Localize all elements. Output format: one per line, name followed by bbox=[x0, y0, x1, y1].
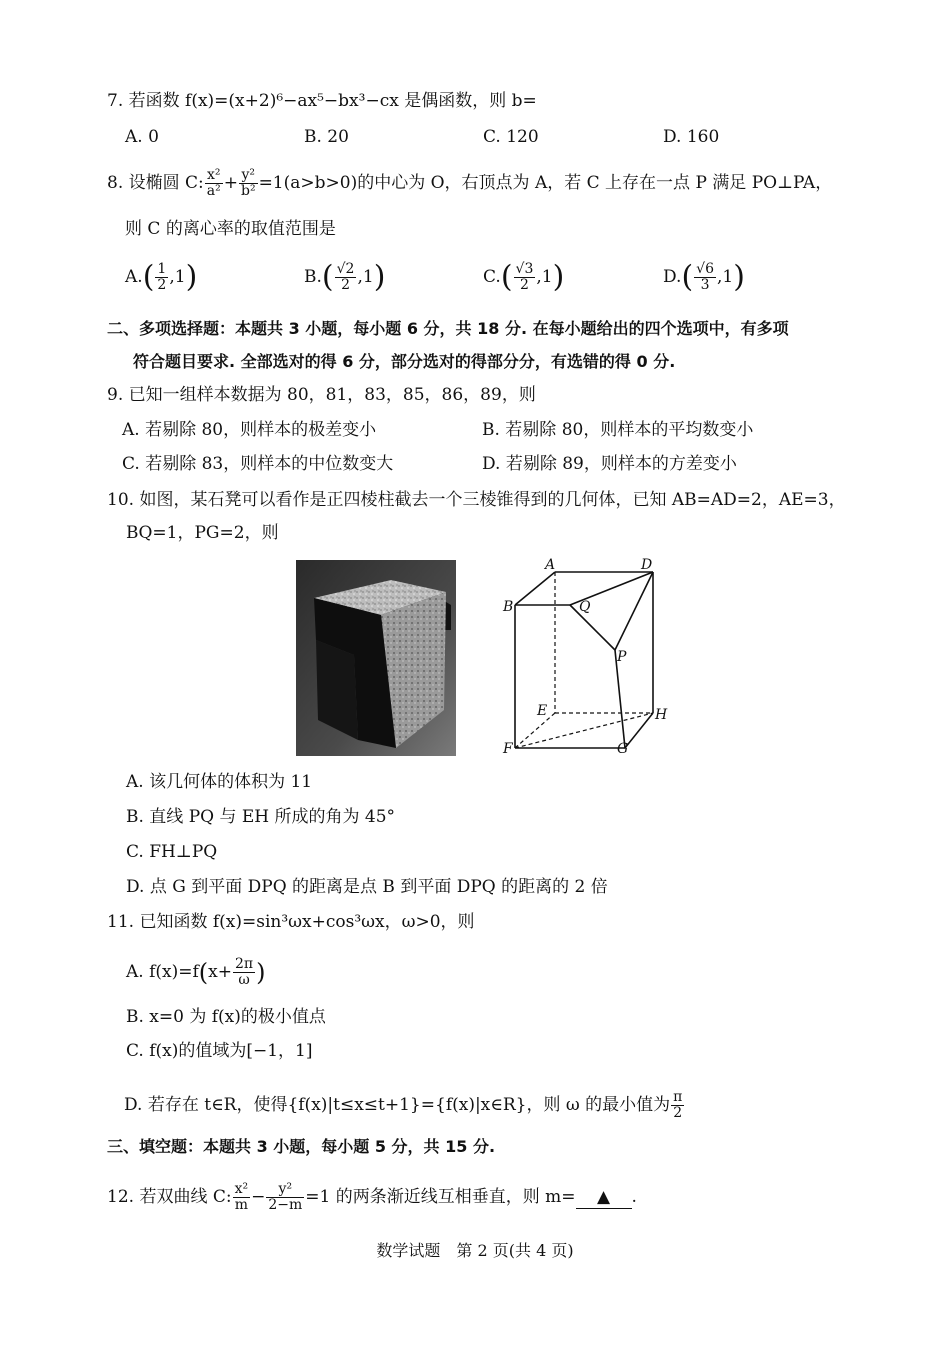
q10-option-b: B. 直线 PQ 与 EH 所成的角为 45° bbox=[126, 807, 396, 827]
page-footer: 数学试题 第 2 页(共 4 页) bbox=[376, 1241, 574, 1260]
q8-line2: 则 C 的离心率的取值范围是 bbox=[125, 219, 336, 239]
edge-QP bbox=[570, 605, 615, 650]
q9-option-c: C. 若剔除 83，则样本的中位数变大 bbox=[122, 454, 394, 474]
label-A: A bbox=[545, 557, 556, 573]
q9-option-b: B. 若剔除 80，则样本的平均数变小 bbox=[482, 420, 754, 440]
q7-option-c: C. 120 bbox=[483, 127, 539, 147]
q10-option-d: D. 点 G 到平面 DPQ 的距离是点 B 到平面 DPQ 的距离的 2 倍 bbox=[126, 877, 608, 897]
q9-option-d: D. 若剔除 89，则样本的方差变小 bbox=[482, 454, 737, 474]
edge-DP bbox=[615, 572, 653, 650]
label-G: G bbox=[617, 741, 629, 755]
q10-stem: 10. 如图，某石凳可以看作是正四棱柱截去一个三棱锥得到的几何体，已知 AB=AD=2，AE=3， bbox=[107, 490, 846, 510]
q11-option-d: D. 若存在 t∈R，使得{f(x)|t≤x≤t+1}={f(x)|x∈R}，则 ω 的最小值为 $\frac{\pi}{2}$ bbox=[124, 1089, 683, 1121]
q7-option-b: B. 20 bbox=[304, 127, 349, 147]
q7-option-a: A. 0 bbox=[125, 127, 159, 147]
label-Q: Q bbox=[579, 599, 591, 615]
section2-heading: 二、多项选择题：本题共 3 小题，每小题 6 分，共 18 分. 在每小题给出的四个选项中，有多项 bbox=[107, 319, 789, 338]
q10-option-c: C. FH⊥PQ bbox=[126, 842, 218, 862]
edge-BA bbox=[515, 572, 555, 605]
section2-heading-cont: 符合题目要求. 全部选对的得 6 分，部分选对的得部分分，有选错的得 0 分. bbox=[133, 352, 676, 371]
q7-option-d: D. 160 bbox=[663, 127, 720, 147]
edge-GH bbox=[625, 713, 653, 748]
prism-diagram bbox=[495, 555, 685, 755]
q8-stem: 8. 设椭圆 C: $\frac{\text{x²}}{\text{a²}}$ + $\frac{\text{y²}}{\text{b²}}$ =1(a>b>0)的中心为 O，右顶点为 A，若 C 上存在一点 P 满足 PO⊥PA， bbox=[107, 167, 833, 199]
q8-option-b: B.( $\frac{√2}{2}$ ,1) bbox=[304, 259, 386, 295]
q7-stem: 7. 若函数 f(x)=(x+2)⁶−ax⁵−bx³−cx 是偶函数，则 b= bbox=[107, 91, 537, 111]
q9-stem: 9. 已知一组样本数据为 80，81，83，85，86，89，则 bbox=[107, 385, 536, 405]
q12-stem: 12. 若双曲线 C: $\frac{\text{x²}}{m}$ − $\frac{\text{y²}}{2-m}$ =1 的两条渐近线互相垂直，则 m= ▲ . bbox=[107, 1181, 637, 1213]
edge-FE-hidden bbox=[515, 713, 555, 748]
q11-option-a: A. f(x)=f(x+ $\frac{2\pi}{\omega}$ ) bbox=[126, 956, 266, 988]
label-B: B bbox=[503, 599, 514, 615]
stone-stool-photo bbox=[296, 560, 456, 756]
q11-option-b: B. x=0 为 f(x)的极小值点 bbox=[126, 1007, 326, 1027]
fraction-x2-a2: $\frac{\text{x²}}{\text{a²}}$ bbox=[206, 167, 221, 199]
q10-option-a: A. 该几何体的体积为 11 bbox=[126, 772, 313, 792]
q8-option-d: D.( $\frac{√6}{3}$ ,1) bbox=[663, 259, 745, 295]
label-P: P bbox=[617, 649, 627, 665]
label-F: F bbox=[503, 741, 513, 755]
edge-FH-hidden bbox=[515, 713, 653, 748]
q8-option-a: A.( $\frac{1}{2}$ ,1) bbox=[125, 259, 198, 295]
answer-blank: ▲ bbox=[576, 1186, 632, 1209]
section3-heading: 三、填空题：本题共 3 小题，每小题 5 分，共 15 分. bbox=[107, 1137, 496, 1156]
fraction-y2-b2: $\frac{\text{y²}}{\text{b²}}$ bbox=[240, 167, 256, 199]
stone-stool-illustration bbox=[296, 560, 456, 756]
q9-option-a: A. 若剔除 80，则样本的极差变小 bbox=[122, 420, 377, 440]
q11-stem: 11. 已知函数 f(x)=sin³ωx+cos³ωx，ω>0，则 bbox=[107, 912, 475, 932]
label-D: D bbox=[641, 557, 653, 573]
label-H: H bbox=[655, 707, 668, 723]
q11-option-c: C. f(x)的值域为[−1，1] bbox=[126, 1041, 313, 1061]
label-E: E bbox=[537, 703, 548, 719]
q8-option-c: C.( $\frac{√3}{2}$ ,1) bbox=[483, 259, 565, 295]
q10-stem-cont: BQ=1，PG=2，则 bbox=[126, 523, 279, 543]
